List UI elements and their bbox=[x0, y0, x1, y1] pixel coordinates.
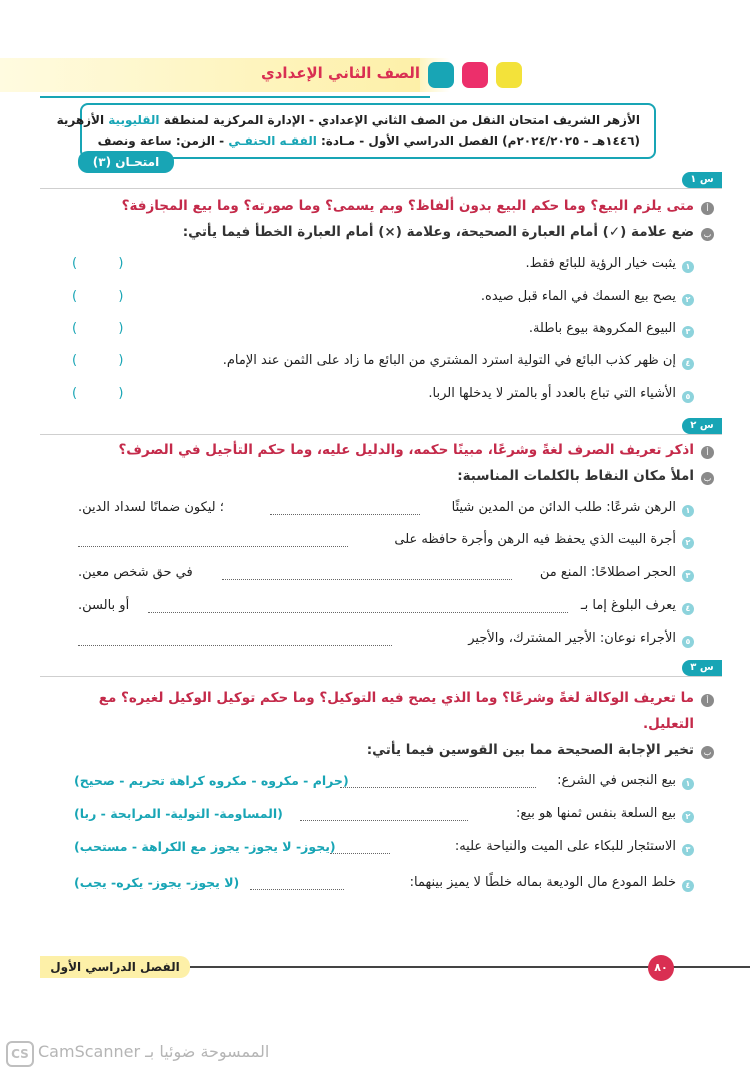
q2-item-4-end: أو بالسن. bbox=[78, 598, 130, 613]
subject-name: الفقـه الحنفـي bbox=[228, 134, 317, 148]
section-tab-2: س ٢ bbox=[682, 418, 722, 434]
q3-item-4-options: (لا يجوز- يجوز- يكره- يجب) bbox=[74, 875, 240, 890]
item-number: ٤ bbox=[682, 603, 694, 615]
teal-square-icon bbox=[428, 62, 454, 88]
page-number: ٨٠ bbox=[648, 955, 674, 981]
q1-item-1: يثبت خيار الرؤية للبائع فقط. bbox=[525, 256, 676, 271]
section-tab-3: س ٣ bbox=[682, 660, 722, 676]
item-number: ٣ bbox=[682, 570, 694, 582]
q2-part-b-text: املأ مكان النقاط بالكلمات المناسبة: bbox=[457, 468, 694, 484]
q1-item-3: البيوع المكروهة بيوع باطلة. bbox=[528, 321, 676, 336]
grade-title: الصف الثاني الإعدادي bbox=[260, 64, 420, 82]
exam-number-tab: امتحـان (٣) bbox=[78, 151, 174, 173]
answer-slot-5[interactable]: ( ) bbox=[72, 386, 124, 401]
answer-slot-2[interactable]: ( ) bbox=[72, 289, 124, 304]
exam-info-line-2 bbox=[98, 134, 640, 148]
fill-blank-1[interactable] bbox=[270, 514, 420, 515]
item-number: ٣ bbox=[682, 326, 694, 338]
q2-part-a-text: اذكر تعريف الصرف لغةً وشرعًا، مبينًا حكمه، والدليل عليه، وما حكم التأجيل في الصرف؟ bbox=[118, 442, 694, 458]
item-number: ٢ bbox=[682, 537, 694, 549]
q3-item-2-text: بيع السلعة بنفس ثمنها هو بيع: bbox=[516, 806, 676, 821]
q3-item-1-options: (حرام - مكروه - مكروه كراهة تحريم - صحيح) bbox=[74, 773, 349, 788]
exam-line1-suffix: الأزهرية bbox=[56, 113, 109, 127]
fill-blank-q3-4[interactable] bbox=[250, 889, 344, 890]
fill-blank-5[interactable] bbox=[78, 645, 392, 646]
item-number: ١ bbox=[682, 261, 694, 273]
answer-slot-4[interactable]: ( ) bbox=[72, 353, 124, 368]
fill-blank-4[interactable] bbox=[148, 612, 568, 613]
q2-item-4-start: يعرف البلوغ إما بـ bbox=[580, 598, 676, 613]
q1-item-5: الأشياء التي تباع بالعدد أو بالمتر لا يدخلها الربا. bbox=[428, 386, 676, 401]
item-number: ١ bbox=[682, 778, 694, 790]
q2-item-3-end: في حق شخص معين. bbox=[78, 565, 193, 580]
exam-line1-text: الأزهر الشريف امتحان النقل من الصف الثاني الإعدادي - الإدارة المركزية لمنطقة bbox=[159, 113, 640, 127]
q2-item-2-start: أجرة البيت الذي يحفظ فيه الرهن وأجرة حافظه على bbox=[394, 532, 676, 547]
header-divider bbox=[40, 96, 430, 98]
item-number: ٣ bbox=[682, 844, 694, 856]
q2-item-1-start: الرهن شرعًا: طلب الدائن من المدين شيئًا bbox=[451, 500, 676, 515]
item-number: ٤ bbox=[682, 358, 694, 370]
q3-part-a-text-line-2: التعليل. bbox=[642, 716, 694, 732]
fill-blank-q3-3[interactable] bbox=[330, 853, 390, 854]
q3-item-1-text: بيع النجس في الشرع: bbox=[557, 773, 676, 788]
exam-info-line-1 bbox=[57, 113, 640, 127]
q3-item-2-options: (المساومة- التولية- المرابحة - ربا) bbox=[74, 806, 283, 821]
item-number: ١ bbox=[682, 505, 694, 517]
item-number: ٢ bbox=[682, 294, 694, 306]
question-marker-b: ب bbox=[701, 228, 714, 241]
q1-item-2: يصح بيع السمك في الماء قبل صيده. bbox=[480, 289, 676, 304]
q2-item-1-end: ؛ ليكون ضمانًا لسداد الدين. bbox=[78, 500, 224, 515]
item-number: ٤ bbox=[682, 880, 694, 892]
section-tab-1: س ١ bbox=[682, 172, 722, 188]
scanner-watermark: الممسوحة ضوئيا بـ CamScanner bbox=[38, 1042, 270, 1061]
question-marker-b: ب bbox=[701, 472, 714, 485]
item-number: ٢ bbox=[682, 811, 694, 823]
fill-blank-2[interactable] bbox=[78, 546, 348, 547]
question-marker-b: ب bbox=[701, 746, 714, 759]
section-divider-3 bbox=[40, 676, 722, 677]
question-marker-a: أ bbox=[701, 446, 714, 459]
q3-item-3-text: الاستئجار للبكاء على الميت والنياحة عليه: bbox=[454, 839, 676, 854]
answer-slot-1[interactable]: ( ) bbox=[72, 256, 124, 271]
exam-line2-suffix: - الزمن: ساعة ونصف bbox=[97, 134, 229, 148]
item-number: ٥ bbox=[682, 636, 694, 648]
q1-part-a-text: متى يلزم البيع؟ وما حكم البيع بدون ألفاظ؟ وبم يسمى؟ وما صورته؟ وما بيع المجازفة؟ bbox=[121, 198, 694, 214]
camscanner-logo-icon: CS bbox=[6, 1041, 34, 1067]
section-divider-1 bbox=[40, 188, 722, 189]
question-marker-a: أ bbox=[701, 202, 714, 215]
q2-item-5-start: الأجراء نوعان: الأجير المشترك، والأجير bbox=[468, 631, 676, 646]
fill-blank-3[interactable] bbox=[222, 579, 512, 580]
q3-item-3-options: (يجوز- لا يجوز- يجوز مع الكراهة - مستحب) bbox=[74, 839, 336, 854]
q3-item-4-text: خلط المودع مال الوديعة بماله خلطًا لا يميز بينهما: bbox=[409, 875, 676, 890]
q2-item-3-start: الحجر اصطلاحًا: المنع من bbox=[539, 565, 676, 580]
region-name: القليوبية bbox=[108, 113, 160, 127]
fill-blank-q3-1[interactable] bbox=[340, 787, 536, 788]
q3-part-a-text-line-1: ما تعريف الوكالة لغةً وشرعًا؟ وما الذي يصح فيه التوكيل؟ وما حكم توكيل الوكيل لغيره؟ مع bbox=[98, 690, 694, 706]
yellow-square-icon bbox=[496, 62, 522, 88]
question-marker-a: أ bbox=[701, 694, 714, 707]
footer-semester: الفصل الدراسي الأول bbox=[40, 956, 190, 978]
q1-item-4: إن ظهر كذب البائع في التولية استرد المشتري من البائع ما زاد على الثمن عند الإمام. bbox=[222, 353, 676, 368]
fill-blank-q3-2[interactable] bbox=[300, 820, 468, 821]
section-divider-2 bbox=[40, 434, 722, 435]
answer-slot-3[interactable]: ( ) bbox=[72, 321, 124, 336]
pink-square-icon bbox=[462, 62, 488, 88]
q3-part-b-text: تخير الإجابة الصحيحة مما بين القوسين فيما يأتي: bbox=[366, 742, 694, 758]
item-number: ٥ bbox=[682, 391, 694, 403]
exam-line2-text: (١٤٤٦هـ - ٢٠٢٤/٢٠٢٥م) الفصل الدراسي الأول - مـادة: bbox=[316, 134, 640, 148]
q1-part-b-text: ضع علامة (✓) أمام العبارة الصحيحة، وعلامة (×) أمام العبارة الخطأ فيما يأتي: bbox=[182, 224, 694, 240]
